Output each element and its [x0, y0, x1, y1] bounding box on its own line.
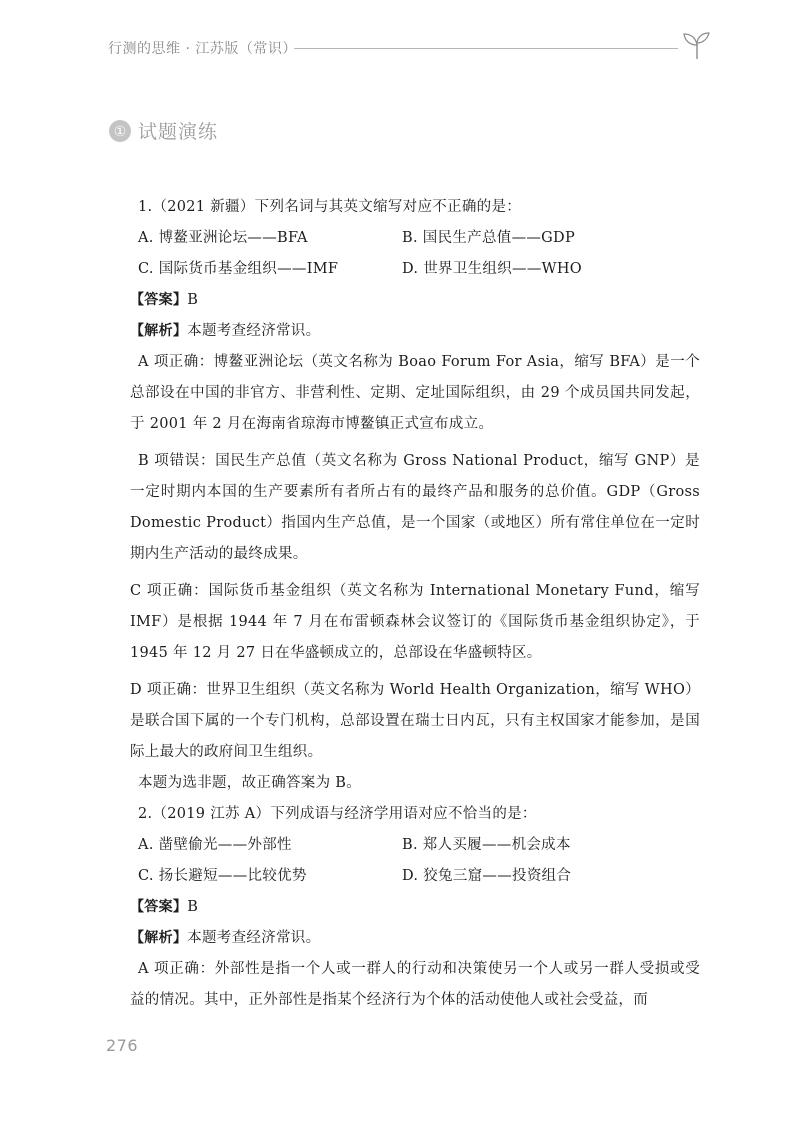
answer-tag: 【答案】 [130, 292, 188, 308]
question-2-explanation-a: A 项正确：外部性是指一个人或一群人的行动和决策使另一个人或另一群人受损或受益的情况。其中，正外部性是指某个经济行为个体的活动使他人或社会受益，而 [130, 961, 700, 1008]
question-1-option-a: A. 博鳌亚洲论坛——BFA [138, 230, 308, 246]
question-1-analysis [130, 316, 700, 347]
answer-tag: 【答案】 [130, 899, 188, 915]
question-2-analysis [130, 923, 700, 954]
question-1-option-d: D. 世界卫生组织——WHO [402, 261, 582, 277]
question-1-explanation-b: B 项错误：国民生产总值（英文名称为 Gross National Product，缩写 GNP）是一定时期内本国的生产要素所有者所占有的最终产品和服务的总价值。GDP（Gross Domestic Product）指国内生产总值，是一个国家（或地区）所有常住单位在一定时期内生产活动的最终成果。 [130, 453, 700, 562]
question-1-explanation-a: A 项正确：博鳌亚洲论坛（英文名称为 Boao Forum For Asia，缩写 BFA）是一个总部设在中国的非官方、非营利性、定期、定址国际组织，由 29 个成员国共同发起，于 2001 年 2 月在海南省琼海市博鳌镇正式宣布成立。 [130, 354, 700, 432]
section-title: 试题演练 [138, 121, 219, 143]
question-1-answer [130, 285, 700, 316]
analysis-tag: 【解析】 [130, 323, 188, 339]
answer-value: B [187, 899, 199, 915]
question-1-option-c: C. 国际货币基金组织——IMF [138, 261, 339, 277]
analysis-text: 本题考查经济常识。 [187, 930, 321, 946]
question-2-options-row-2 [130, 861, 700, 892]
analysis-tag: 【解析】 [130, 930, 188, 946]
question-1-option-b: B. 国民生产总值——GDP [402, 230, 576, 246]
question-2-option-a: A. 凿壁偷光——外部性 [138, 837, 292, 853]
analysis-text: 本题考查经济常识。 [187, 323, 321, 339]
header-rule [294, 48, 678, 49]
running-header-title: 行测的思维 · 江苏版（常识） [108, 41, 297, 57]
question-1-options-row-2 [130, 254, 700, 285]
question-2-stem: 2.（2019 江苏 A）下列成语与经济学用语对应不恰当的是： [138, 806, 537, 822]
section-heading [108, 116, 408, 146]
running-header [108, 30, 718, 70]
section-badge-icon [108, 119, 132, 143]
page-number: 276 [106, 1036, 139, 1055]
section-badge-number: ① [113, 124, 127, 140]
sprout-icon [680, 30, 714, 60]
question-1-stem: 1.（2021 新疆）下列名词与其英文缩写对应不正确的是： [138, 199, 522, 215]
question-1-options-row-1 [130, 223, 700, 254]
question-1-explanation-d: D 项正确：世界卫生组织（英文名称为 World Health Organization，缩写 WHO）是联合国下属的一个专门机构，总部设置在瑞士日内瓦，只有主权国家才能参加，是国际上最大的政府间卫生组织。 [130, 682, 700, 760]
question-2-option-c: C. 扬长避短——比较优势 [138, 868, 307, 884]
question-1-explanation-c: C 项正确：国际货币基金组织（英文名称为 International Monetary Fund，缩写 IMF）是根据 1944 年 7 月在布雷顿森林会议签订的《国际货币基金组织协定》，于 1945 年 12 月 27 日在华盛顿成立的，总部设在华盛顿特区。 [130, 583, 700, 661]
question-2-option-b: B. 郑人买履——机会成本 [402, 837, 571, 853]
page-content [130, 192, 700, 1016]
question-1-conclusion: 本题为选非题，故正确答案为 B。 [138, 775, 362, 791]
question-2-option-d: D. 狡兔三窟——投资组合 [402, 868, 572, 884]
answer-value: B [187, 292, 199, 308]
question-2-options-row-1 [130, 830, 700, 861]
question-2-answer [130, 892, 700, 923]
